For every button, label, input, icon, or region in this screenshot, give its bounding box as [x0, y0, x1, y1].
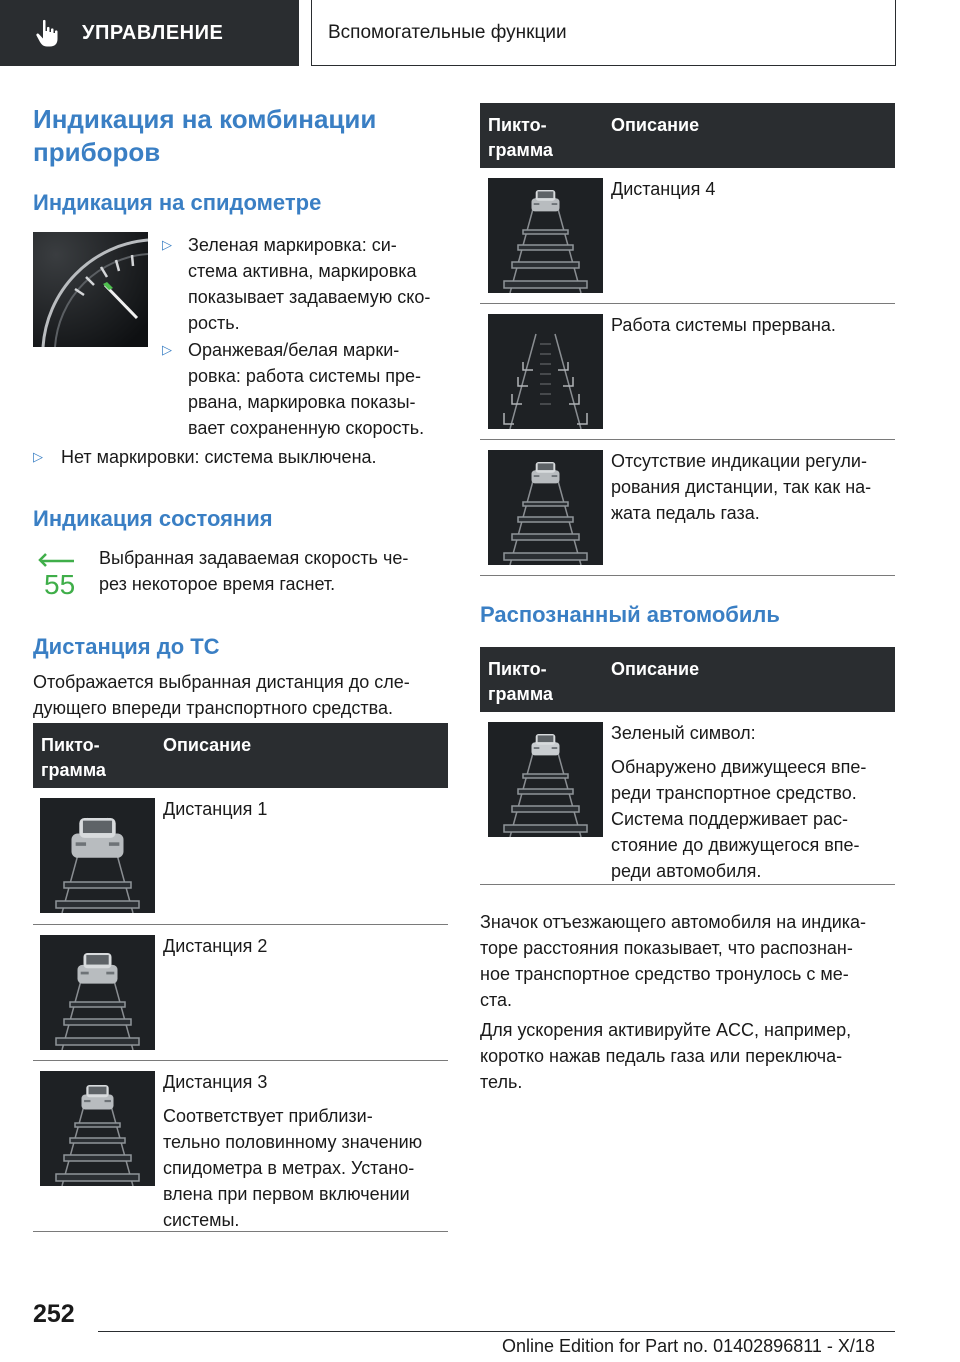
page-number: 252 — [33, 1300, 75, 1328]
table-row — [480, 440, 895, 576]
row-description: Отсутствие индикации регули- рования дистанции, так как на- жата педаль газа. — [611, 451, 872, 523]
header-chapter-box — [311, 0, 896, 66]
distance-table-header: Пикто- грамма Описание — [33, 723, 448, 788]
table-row — [33, 788, 448, 925]
table-row — [480, 304, 895, 440]
set-speed-status-icon: 55 — [36, 551, 80, 599]
row-description: Дистанция 2 — [163, 936, 268, 956]
triangle-bullet-icon: ▷ — [162, 237, 172, 252]
table-row — [33, 1061, 448, 1232]
distance-3-pictogram — [40, 1071, 155, 1186]
row-description: Дистанция 3 Соответствует приблизи- тельно половинному значению спидометра в метрах. Устано- влена при первом включении системы. — [163, 1072, 423, 1230]
table-row — [33, 925, 448, 1061]
table-row — [480, 712, 895, 885]
row-description: Дистанция 1 — [163, 799, 268, 819]
header-section-label: УПРАВЛЕНИЕ — [82, 21, 224, 44]
green-vehicle-pictogram — [488, 722, 603, 837]
bullet-orange-marking: ▷ Оранжевая/белая марки- ровка: работа системы пре- рвана, маркировка показы- вает сохраненную скорость. — [162, 337, 452, 441]
distance-intro: Отображается выбранная дистанция до сле- дующего впереди транспортного средства. — [33, 672, 410, 718]
paragraph-departing-vehicle: Значок отъезжающего автомобиля на индика- торе расстояния показывает, что распознан- ное транспортное средство тронулось с ме- ста. — [480, 912, 867, 1010]
paragraph-accelerate: Для ускорения активируйте ACC, например, коротко нажав педаль газа или переключа- тель. — [480, 1020, 852, 1092]
status-text: Выбранная задаваемая скорость че- рез некоторое время гаснет. — [99, 548, 409, 594]
row-description: Работа системы прервана. — [611, 315, 836, 335]
system-interrupted-pictogram — [488, 314, 603, 429]
recognized-table-header: Пикто- грамма Описание — [480, 647, 895, 712]
heading-distance: Дистанция до ТС — [33, 634, 220, 659]
footer-edition: Online Edition for Part no. 01402896811 - X/18 — [502, 1336, 875, 1356]
distance-4-pictogram — [488, 178, 603, 293]
row-description: Зеленый символ: Обнаружено движущееся впе- реди транспортное средство. Система поддерживает рас- стояние до движущегося впе- реди автомобиля. — [611, 723, 867, 881]
hand-icon — [34, 18, 62, 48]
bullet-green-marking: ▷ Зеленая маркировка: си- стема активна, маркировка показывает задаваемую ско- рость. — [162, 232, 452, 336]
heading-status: Индикация состояния — [33, 506, 273, 531]
distance-table-header-cont: Пикто- грамма Описание — [480, 103, 895, 168]
heading-speedometer: Индикация на спидометре — [33, 190, 322, 215]
header-section-tab[interactable] — [0, 0, 299, 66]
page-title: Индикация на комбинации приборов — [33, 104, 377, 167]
distance-1-pictogram — [40, 798, 155, 913]
footer-divider — [98, 1331, 895, 1332]
speedometer-image — [33, 232, 148, 347]
no-regulation-pictogram — [488, 450, 603, 565]
header-chapter-label: Вспомогательные функции — [328, 21, 567, 43]
table-row — [480, 168, 895, 304]
row-description: Дистанция 4 — [611, 179, 716, 199]
heading-recognized-vehicle: Распознанный автомобиль — [480, 602, 780, 627]
triangle-bullet-icon: ▷ — [162, 342, 172, 357]
triangle-bullet-icon: ▷ — [33, 449, 43, 464]
distance-2-pictogram — [40, 935, 155, 1050]
bullet-no-marking: ▷ Нет маркировки: система выключена. — [33, 444, 453, 470]
